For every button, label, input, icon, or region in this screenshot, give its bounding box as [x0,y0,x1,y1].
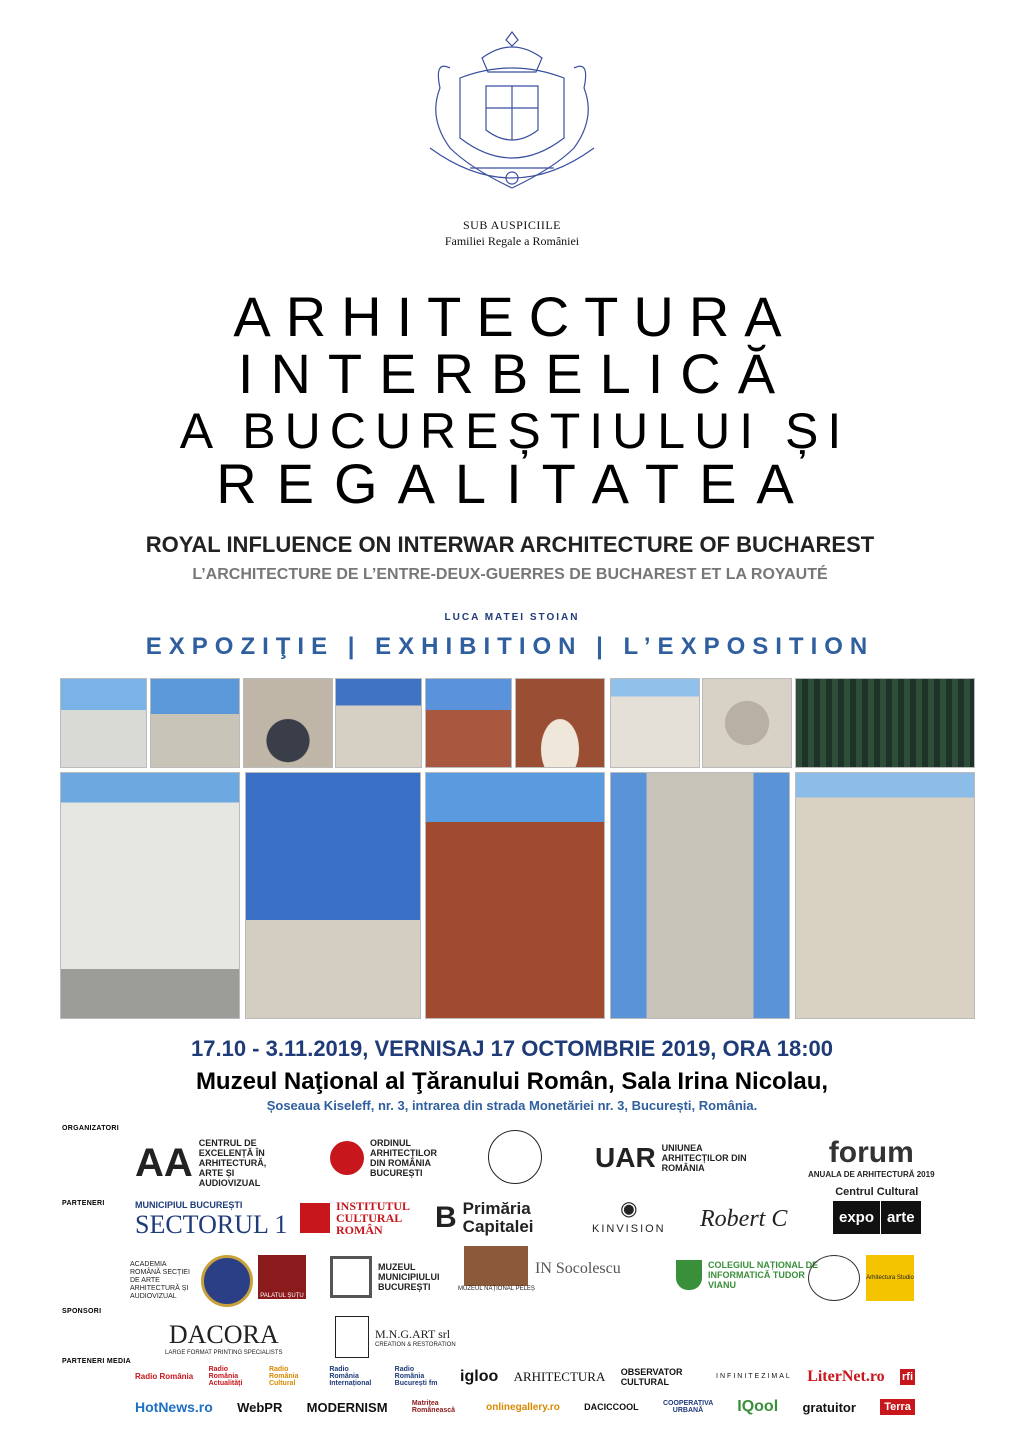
photo-brick-arches [515,678,605,768]
venue-name: Muzeul Naţional al Ţăranului Român, Sala Irina Nicolau, [195,1068,829,1095]
partner-kinvision-logo: ◉ KINVISION [592,1198,666,1235]
eye-icon: ◉ [620,1198,638,1220]
organizer-cea-logo: AA CENTRUL DE EXCELENȚĂ ÎN ARHITECTURĂ, ARTE ȘI AUDIOVIZUAL [135,1138,267,1188]
primaria-icon: B [435,1201,457,1234]
photo-brick-palace [425,678,512,768]
partner-icr-logo: INSTITUTUL CULTURAL ROMÂN [300,1200,416,1236]
mmb-icon [330,1256,372,1298]
photo-arch-interior [610,772,790,1019]
photo-office-block [150,678,240,768]
photo-relief-medallion [702,678,792,768]
cea-icon: AA [135,1140,193,1185]
icr-icon [300,1203,330,1233]
academia-seal-icon [201,1255,253,1307]
title-line-3: A BUCUREȘTIULUI ȘI [179,403,851,459]
partner-mmb-logo: MUZEUL MUNICIPIULUI BUCUREȘTI [330,1256,448,1298]
title-line-2: INTERBELICĂ [237,342,793,405]
exhibition-banner: EXPOZIŢIE | EXHIBITION | L’EXPOSITION [145,633,875,660]
organizer-forum-logo: forum ANUALA DE ARHITECTURĂ 2019 [808,1136,935,1179]
auspices-line-2: Familiei Regale a României [444,234,580,248]
photo-triumphal-arch [610,678,700,768]
royal-crest-icon [420,28,604,198]
photo-arched-portal [243,678,333,768]
exhibition-dates: 17.10 - 3.11.2019, VERNISAJ 17 OCTOMBRIE 2019, ORA 18:00 [191,1036,833,1061]
subtitle-english: ROYAL INFLUENCE ON INTERWAR ARCHITECTURE OF BUCHAREST [145,532,875,557]
media-row-1: Radio România Radio România Actualități Radio România Cultural Radio România Internațional Radio România București fm igloo ARHITECTURA OBSERVATOR CULTURAL INFINITEZIMAL LiterNet.ro rfi [135,1366,913,1387]
organizer-peasant-museum-logo [488,1130,542,1184]
photo-royal-gate-emblem [795,678,975,768]
media-partners-label: PARTENERI MEDIA [62,1358,131,1365]
media-row-2: HotNews.ro WebPR MODERNISM Matrițea Românească onlinegallery.ro DACICCOOL COOPERATIVA URBANĂ IQool gratuitor Terra [135,1398,915,1416]
sponsor-mngart-logo: M.N.G.ART srl CREATION & RESTORATION [335,1316,456,1358]
subtitle-french: L’ARCHITECTURE DE L’ENTRE-DEUX-GUERRES DE BUCHAREST ET LA ROYAUTÉ [192,566,828,583]
author-name: LUCA MATEI STOIAN [444,612,580,623]
castle-icon [464,1246,528,1286]
photo-modernist-building [60,678,147,768]
photo-palace-facade [795,772,975,1019]
organizer-uar-logo: UAR UNIUNEA ARHITECȚILOR DIN ROMÂNIA [595,1142,747,1173]
signature-icon [808,1255,860,1301]
partners-label: PARTENERI [62,1200,105,1207]
partner-primaria-logo: B Primăria Capitalei [435,1199,534,1236]
title-line-4: REGALITATEA [216,452,814,515]
museum-seal-icon [488,1130,542,1184]
partner-socolescu-logo: IN Socolescu [535,1260,621,1277]
partner-academia-logo: ACADEMIA ROMÂNĂ SECȚIEI DE ARTE ARHITECTURĂ ȘI AUDIOVIZUAL [130,1255,253,1307]
partner-tudor-vianu-logo: COLEGIUL NAȚIONAL DE INFORMATICĂ TUDOR VIANU [676,1260,828,1290]
partner-arhitectura-studio-logo: Arhitectura Studio [808,1255,914,1301]
shield-icon [676,1260,702,1290]
photo-tower-building [335,678,422,768]
partner-expoarte-logo: Centrul Cultural expo arte [833,1186,921,1234]
sponsors-label: SPONSORI [62,1308,102,1315]
oar-icon [330,1141,364,1175]
partner-sector1-logo: MUNICIPIUL BUCUREȘTI SECTORUL 1 [135,1200,288,1239]
partner-palatul-sutu-logo: PALATUL ȘUȚU [258,1255,306,1299]
partner-robertc-logo: Robert C [700,1206,788,1232]
photo-white-building-stairs [60,772,240,1019]
photo-peasant-museum [425,772,605,1019]
photo-tall-tower [245,772,421,1019]
uar-icon: UAR [595,1142,656,1173]
title-line-1: ARHITECTURA [233,285,797,348]
chair-icon [335,1316,369,1358]
auspices-line-1: SUB AUSPICIILE [462,218,561,232]
organizers-label: ORGANIZATORI [62,1125,120,1132]
venue-address: Șoseaua Kiseleff, nr. 3, intrarea din strada Monetăriei nr. 3, București, România. [266,1098,758,1113]
organizer-oar-logo: ORDINUL ARHITECȚILOR DIN ROMÂNIA BUCUREȘTI [330,1138,450,1178]
partner-peles-logo: MUZEUL NAȚIONAL PELEȘ [458,1246,535,1292]
sponsor-dacora-logo: DACORA LARGE FORMAT PRINTING SPECIALISTS [165,1320,283,1356]
